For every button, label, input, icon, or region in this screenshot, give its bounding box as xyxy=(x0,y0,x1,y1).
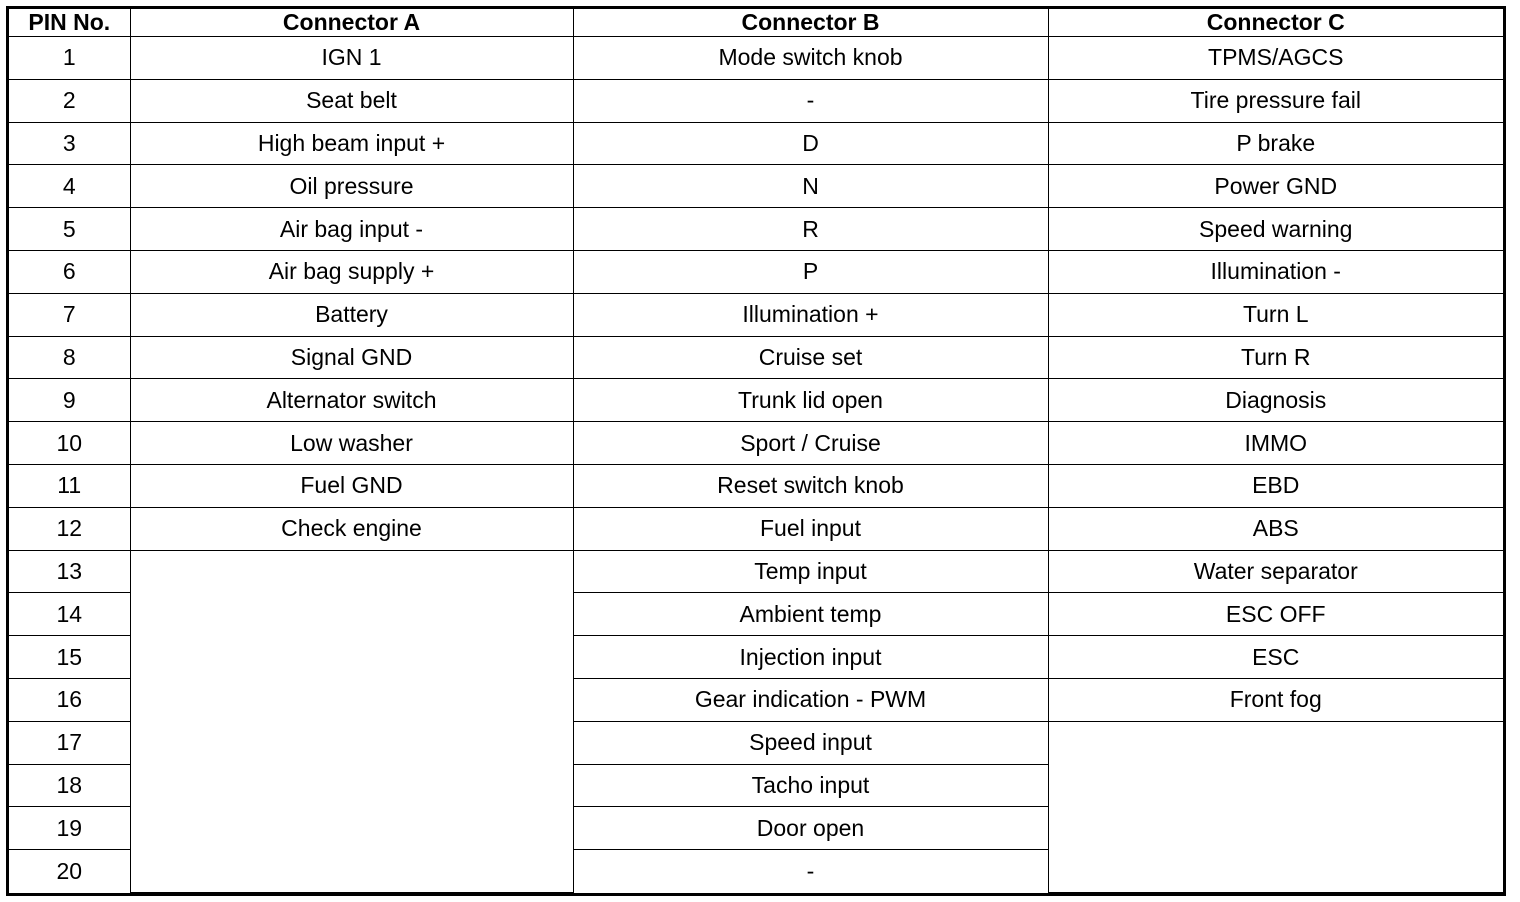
pin-number-cell: 9 xyxy=(9,379,130,422)
connector-a-empty-block xyxy=(130,550,573,892)
connector-c-empty-block xyxy=(1048,721,1503,892)
connector-a-cell: Battery xyxy=(130,293,573,336)
header-pin-no: PIN No. xyxy=(9,9,130,37)
connector-b-cell: D xyxy=(573,122,1048,165)
connector-b-cell: Gear indication - PWM xyxy=(573,678,1048,721)
connector-a-cell: High beam input + xyxy=(130,122,573,165)
connector-c-cell: Diagnosis xyxy=(1048,379,1503,422)
table-row xyxy=(9,336,1503,379)
table-row xyxy=(9,550,1503,593)
connector-a-cell: Low washer xyxy=(130,422,573,465)
pin-assignment-table xyxy=(9,9,1503,893)
table-row xyxy=(9,37,1503,80)
connector-b-cell: Trunk lid open xyxy=(573,379,1048,422)
connector-a-cell: IGN 1 xyxy=(130,37,573,80)
connector-b-cell: Illumination + xyxy=(573,293,1048,336)
connector-b-cell: Tacho input xyxy=(573,764,1048,807)
pin-number-cell: 19 xyxy=(9,807,130,850)
pin-number-cell: 15 xyxy=(9,636,130,679)
connector-b-cell: Door open xyxy=(573,807,1048,850)
connector-c-cell: ABS xyxy=(1048,507,1503,550)
connector-b-cell: N xyxy=(573,165,1048,208)
pin-number-cell: 4 xyxy=(9,165,130,208)
connector-b-cell: Cruise set xyxy=(573,336,1048,379)
header-connector-b: Connector B xyxy=(573,9,1048,37)
connector-c-cell: ESC OFF xyxy=(1048,593,1503,636)
connector-b-cell: Sport / Cruise xyxy=(573,422,1048,465)
table-row xyxy=(9,122,1503,165)
connector-a-cell: Signal GND xyxy=(130,336,573,379)
pin-number-cell: 1 xyxy=(9,37,130,80)
pin-number-cell: 8 xyxy=(9,336,130,379)
table-row xyxy=(9,507,1503,550)
table-row xyxy=(9,250,1503,293)
table-row xyxy=(9,79,1503,122)
pin-number-cell: 17 xyxy=(9,721,130,764)
pin-number-cell: 7 xyxy=(9,293,130,336)
connector-b-cell: P xyxy=(573,250,1048,293)
connector-b-cell: - xyxy=(573,79,1048,122)
connector-c-cell: Water separator xyxy=(1048,550,1503,593)
connector-c-cell: IMMO xyxy=(1048,422,1503,465)
pin-table-frame xyxy=(6,6,1506,896)
table-row xyxy=(9,422,1503,465)
pin-number-cell: 20 xyxy=(9,850,130,893)
connector-b-cell: Mode switch knob xyxy=(573,37,1048,80)
pin-number-cell: 14 xyxy=(9,593,130,636)
table-row xyxy=(9,464,1503,507)
connector-b-cell: Injection input xyxy=(573,636,1048,679)
table-row xyxy=(9,293,1503,336)
connector-c-cell: Illumination - xyxy=(1048,250,1503,293)
connector-b-cell: - xyxy=(573,850,1048,893)
connector-a-cell: Fuel GND xyxy=(130,464,573,507)
pin-number-cell: 6 xyxy=(9,250,130,293)
connector-c-cell: Power GND xyxy=(1048,165,1503,208)
connector-a-cell: Air bag supply + xyxy=(130,250,573,293)
table-row xyxy=(9,379,1503,422)
pin-number-cell: 10 xyxy=(9,422,130,465)
table-row xyxy=(9,208,1503,251)
connector-c-cell: Speed warning xyxy=(1048,208,1503,251)
connector-c-cell: TPMS/AGCS xyxy=(1048,37,1503,80)
pin-number-cell: 16 xyxy=(9,678,130,721)
connector-c-cell: ESC xyxy=(1048,636,1503,679)
connector-a-cell: Seat belt xyxy=(130,79,573,122)
header-connector-c: Connector C xyxy=(1048,9,1503,37)
connector-b-cell: Temp input xyxy=(573,550,1048,593)
header-connector-a: Connector A xyxy=(130,9,573,37)
pin-number-cell: 11 xyxy=(9,464,130,507)
connector-a-cell: Oil pressure xyxy=(130,165,573,208)
pin-number-cell: 3 xyxy=(9,122,130,165)
table-body xyxy=(9,37,1503,893)
pin-number-cell: 5 xyxy=(9,208,130,251)
pin-number-cell: 18 xyxy=(9,764,130,807)
pin-number-cell: 12 xyxy=(9,507,130,550)
connector-c-cell: EBD xyxy=(1048,464,1503,507)
connector-a-cell: Alternator switch xyxy=(130,379,573,422)
connector-b-cell: Reset switch knob xyxy=(573,464,1048,507)
connector-b-cell: Fuel input xyxy=(573,507,1048,550)
header-row xyxy=(9,9,1503,37)
connector-c-cell: Front fog xyxy=(1048,678,1503,721)
connector-a-cell: Check engine xyxy=(130,507,573,550)
connector-c-cell: Turn L xyxy=(1048,293,1503,336)
pin-number-cell: 2 xyxy=(9,79,130,122)
connector-b-cell: Ambient temp xyxy=(573,593,1048,636)
pin-number-cell: 13 xyxy=(9,550,130,593)
connector-b-cell: Speed input xyxy=(573,721,1048,764)
connector-c-cell: Tire pressure fail xyxy=(1048,79,1503,122)
connector-a-cell: Air bag input - xyxy=(130,208,573,251)
table-row xyxy=(9,165,1503,208)
connector-b-cell: R xyxy=(573,208,1048,251)
connector-c-cell: Turn R xyxy=(1048,336,1503,379)
connector-c-cell: P brake xyxy=(1048,122,1503,165)
